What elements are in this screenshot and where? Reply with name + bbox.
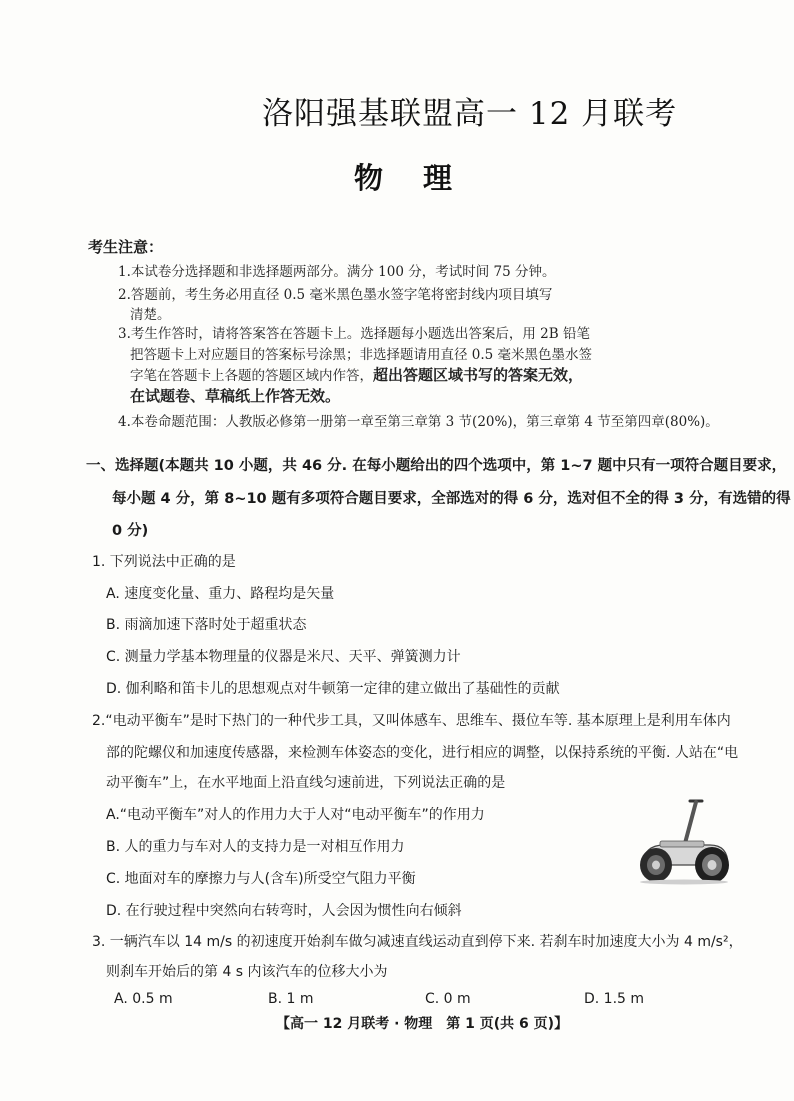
q3-stem-line-2: 则刹车开始后的第 4 s 内该汽车的位移大小为 [106,964,388,980]
notice-heading: 考生注意： [88,238,164,256]
q1-option-c: C. 测量力学基本物理量的仪器是米尺、天平、弹簧测力计 [106,649,461,665]
notice-emphasis-1: 超出答题区域书写的答案无效， [373,366,584,384]
q3-stem-line-1: 3. 一辆汽车以 14 m/s 的初速度开始刹车做匀减速直线运动直到停下来. 若刹车时加速度大小为 4 m/s²， [92,934,743,950]
notice-emphasis-2: 在试题卷、草稿纸上作答无效。 [130,387,341,405]
q2-option-d: D. 在行驶过程中突然向右转弯时，人会因为惯性向右倾斜 [106,903,462,919]
balance-scooter-icon [632,795,734,885]
exam-title: 洛阳强基联盟高一 12 月联考 [262,96,678,132]
q2-option-b: B. 人的重力与车对人的支持力是一对相互作用力 [106,839,405,855]
q3-option-c: C. 0 m [425,991,471,1007]
q2-option-c: C. 地面对车的摩擦力与人(含车)所受空气阻力平衡 [106,871,416,887]
q3-option-d: D. 1.5 m [584,991,645,1007]
q2-stem-line-3: 动平衡车”上，在水平地面上沿直线匀速前进，下列说法正确的是 [106,775,506,791]
notice-item-3-line-3-text: 字笔在答题卡上各题的答题区域内作答， [130,368,373,384]
q1-option-a: A. 速度变化量、重力、路程均是矢量 [106,586,335,602]
section-heading-line-2: 每小题 4 分，第 8~10 题有多项符合题目要求，全部选对的得 6 分，选对但不全的得 3 分，有选错的得 [112,491,791,507]
page-footer: 【高一 12 月联考 · 物理 第 1 页(共 6 页)】 [276,1016,569,1032]
q2-stem-line-2: 部的陀螺仪和加速度传感器，来检测车体姿态的变化，进行相应的调整，以保持系统的平衡. 人站在“电 [106,745,739,761]
q1-stem: 1. 下列说法中正确的是 [92,554,236,570]
notice-item-3-line-2: 把答题卡上对应题目的答案标号涂黑；非选择题请用直径 0.5 毫米黑色墨水签 [130,347,593,363]
section-heading-line-3: 0 分) [112,523,149,539]
q3-option-a: A. 0.5 m [114,991,173,1007]
q2-stem-line-1: 2.“电动平衡车”是时下热门的一种代步工具，又叫体感车、思维车、摄位车等. 基本原理上是利用车体内 [92,713,731,729]
notice-item-1: 1.本试卷分选择题和非选择题两部分。满分 100 分，考试时间 75 分钟。 [118,264,556,280]
notice-item-4: 4.本卷命题范围：人教版必修第一册第一章至第三章第 3 节(20%)，第三章第 4 节至第四章(80%)。 [118,414,719,430]
q3-option-b: B. 1 m [268,991,314,1007]
notice-item-3-line-3 [130,364,583,385]
section-heading-line-1: 一、选择题(本题共 10 小题，共 46 分. 在每小题给出的四个选项中，第 1~7 题中只有一项符合题目要求， [86,458,787,474]
notice-item-2-line-1: 2.答题前，考生务必用直径 0.5 毫米黑色墨水签字笔将密封线内项目填写 [118,287,553,303]
q1-option-b: B. 雨滴加速下落时处于超重状态 [106,617,307,633]
subject-title: 物理 [354,161,493,195]
q1-option-d: D. 伽利略和笛卡儿的思想观点对牛顿第一定律的建立做出了基础性的贡献 [106,681,560,697]
notice-item-3-line-1: 3.考生作答时，请将答案答在答题卡上。选择题每小题选出答案后，用 2B 铅笔 [118,326,590,342]
notice-item-2-line-2: 清楚。 [130,307,171,323]
q2-option-a: A.“电动平衡车”对人的作用力大于人对“电动平衡车”的作用力 [106,807,485,823]
